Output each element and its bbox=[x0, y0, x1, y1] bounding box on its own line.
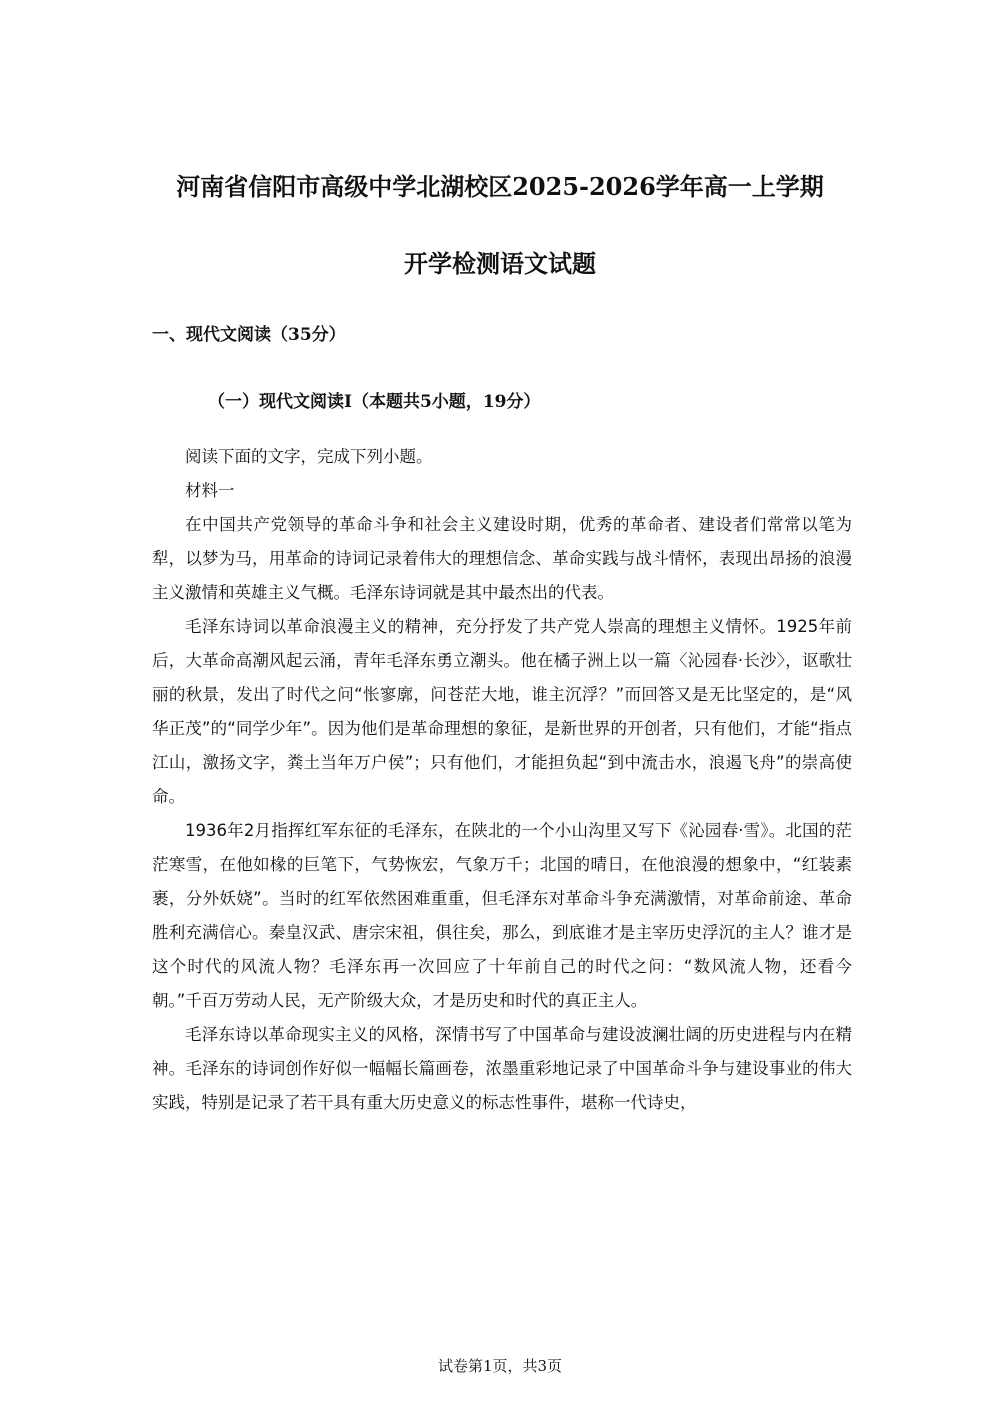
subsection-heading: （一）现代文阅读I（本题共5小题，19分） bbox=[208, 392, 541, 412]
exam-title-line-2: 开学检测语文试题 bbox=[404, 249, 596, 278]
page-footer: 试卷第1页，共3页 bbox=[437, 1357, 563, 1375]
exam-title-line-1: 河南省信阳市高级中学北湖校区2025-2026学年高一上学期 bbox=[176, 172, 824, 201]
passage-paragraph: 毛泽东诗以革命现实主义的风格，深情书写了中国革命与建设波澜壮阔的历史进程与内在精神。毛泽东的诗词创作好似一幅幅长篇画卷，浓墨重彩地记录了中国革命斗争与建设事业的伟大实践，特别是记录了若干具有重大历史意义的标志性事件，堪称一代诗史， bbox=[152, 1025, 852, 1112]
instruction-paragraph: 阅读下面的文字，完成下列小题。 bbox=[185, 447, 433, 466]
passage-paragraph: 在中国共产党领导的革命斗争和社会主义建设时期，优秀的革命者、建设者们常常以笔为犁，以梦为马，用革命的诗词记录着伟大的理想信念、革命实践与战斗情怀，表现出昂扬的浪漫主义激情和英雄主义气概。毛泽东诗词就是其中最杰出的代表。 bbox=[152, 515, 852, 602]
section-heading: 一、现代文阅读（35分） bbox=[152, 325, 346, 345]
passage-paragraph: 1936年2月指挥红军东征的毛泽东，在陕北的一个小山沟里又写下《沁园春·雪》。北国的茫茫寒雪，在他如椽的巨笔下，气势恢宏，气象万千；北国的晴日，在他浪漫的想象中，“红装素裹，分外妖娆”。当时的红军依然困难重重，但毛泽东对革命斗争充满激情，对革命前途、革命胜利充满信心。秦皇汉武、唐宗宋祖，俱往矣，那么，到底谁才是主宰历史浮沉的主人？谁才是这个时代的风流人物？毛泽东再一次回应了十年前自己的时代之问：“数风流人物，还看今朝。”千百万劳动人民，无产阶级大众，才是历史和时代的真正主人。 bbox=[152, 821, 852, 1010]
material-label: 材料一 bbox=[185, 481, 235, 500]
reading-passage bbox=[152, 440, 852, 1120]
passage-paragraph: 毛泽东诗词以革命浪漫主义的精神，充分抒发了共产党人崇高的理想主义情怀。1925年前后，大革命高潮风起云涌，青年毛泽东勇立潮头。他在橘子洲上以一篇〈沁园春·长沙〉，讴歌壮丽的秋景，发出了时代之问“怅寥廓，问苍茫大地，谁主沉浮？”而回答又是无比坚定的，是“风华正茂”的“同学少年”。因为他们是革命理想的象征，是新世界的开创者，只有他们，才能“指点江山，激扬文字，粪土当年万户侯”；只有他们，才能担负起“到中流击水，浪遏飞舟”的崇高使命。 bbox=[152, 617, 852, 806]
